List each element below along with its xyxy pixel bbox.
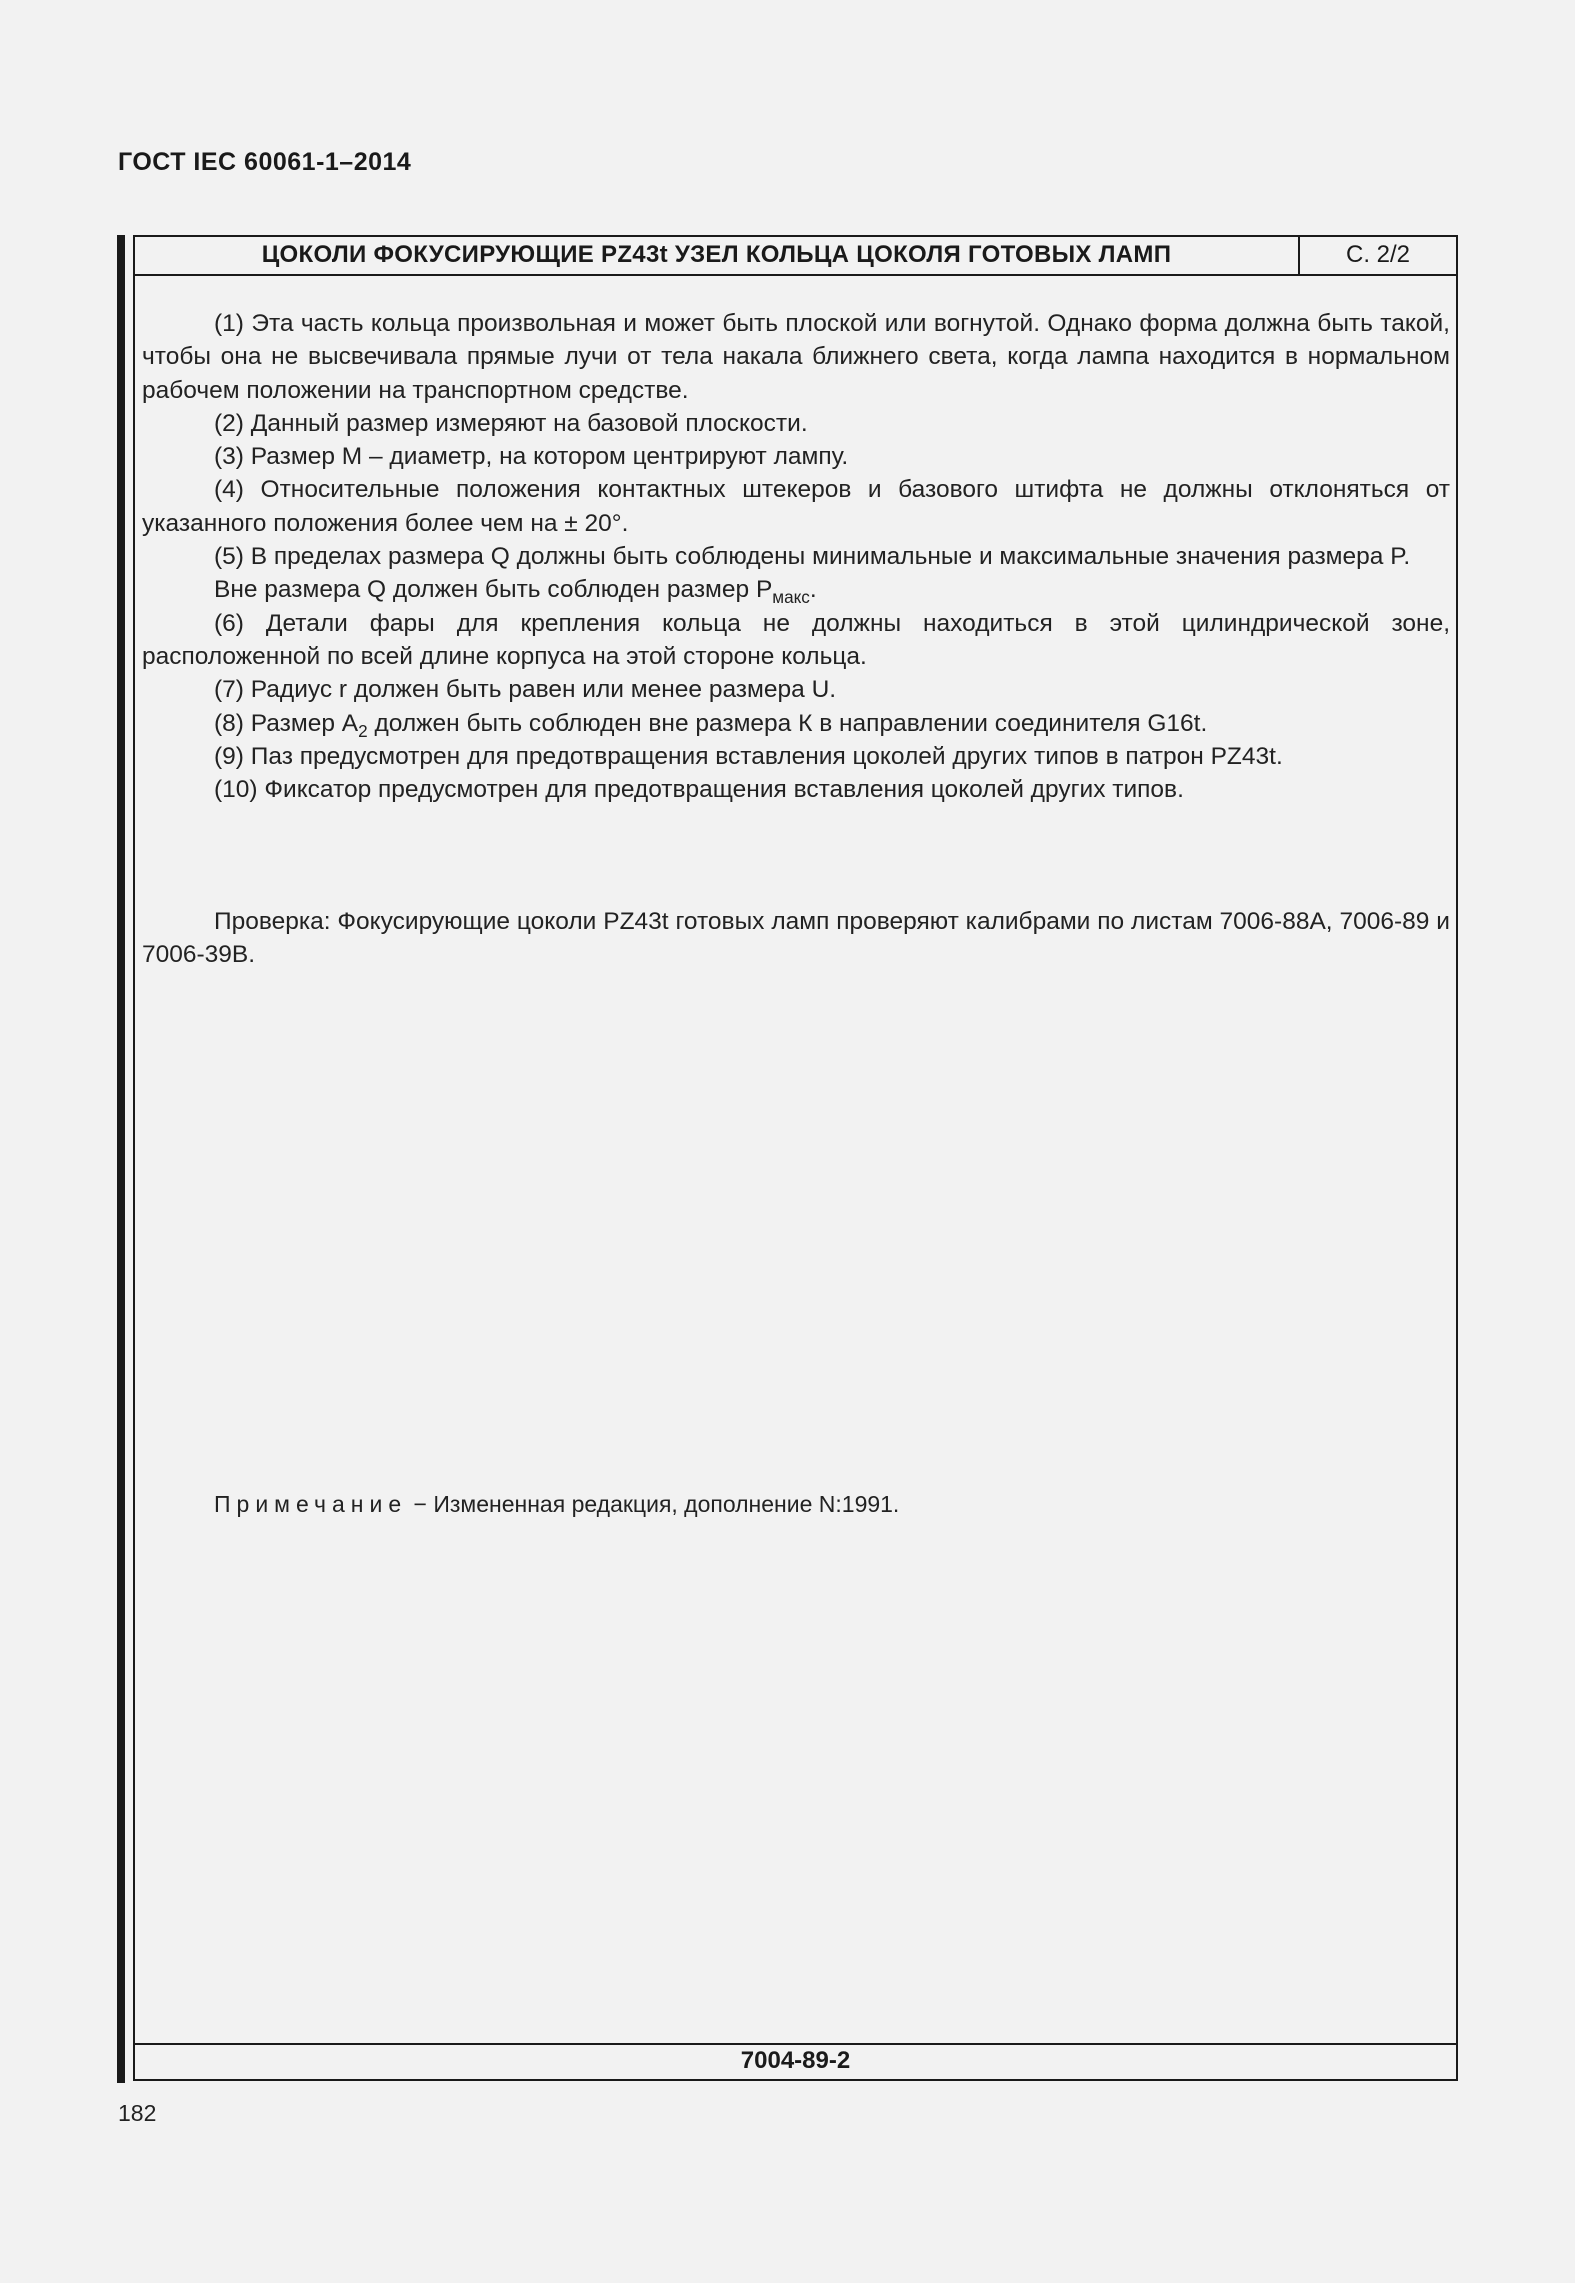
- note-8-after: должен быть соблюден вне размера К в направлении соединителя G16t.: [367, 709, 1208, 737]
- sheet-frame: [133, 235, 1458, 2081]
- note-5b-subscript: макс: [772, 587, 810, 608]
- remark-label: Примечание: [214, 1491, 408, 1517]
- note-4: (4) Относительные положения контактных штекеров и базового штифта не должны отклоняться от указанного положения более чем на ± 20°.: [142, 476, 1450, 537]
- sheet-title: ЦОКОЛИ ФОКУСИРУЮЩИЕ PZ43t УЗЕЛ КОЛЬЦА ЦОКОЛЯ ГОТОВЫХ ЛАМП: [135, 237, 1300, 274]
- remark-text: − Измененная редакция, дополнение N:1991.: [407, 1491, 900, 1517]
- note-7: (7) Радиус r должен быть равен или менее размера U.: [214, 676, 837, 704]
- check-text: Проверка: Фокусирующие цоколи PZ43t готовых ламп проверяют калибрами по листам 7006-88A, 7006-89 и 7006-39B.: [142, 908, 1450, 969]
- remark: [214, 1489, 899, 1519]
- note-8-before: (8) Размер A: [214, 709, 359, 737]
- note-2: (2) Данный размер измеряют на базовой плоскости.: [214, 409, 808, 437]
- note-9: (9) Паз предусмотрен для предотвращения вставления цоколей других типов в патрон PZ43t.: [214, 742, 1283, 770]
- check-block: [142, 905, 1450, 972]
- document-header: ГОСТ IEC 60061-1–2014: [118, 148, 412, 176]
- left-margin-bar: [117, 235, 125, 2083]
- note-8: [142, 707, 1450, 740]
- note-6: (6) Детали фары для крепления кольца не должны находиться в этой цилиндрической зоне, расположенной по всей длине корпуса на этой стороне кольца.: [142, 609, 1450, 670]
- sheet-page-label: С. 2/2: [1345, 241, 1411, 268]
- title-row: [135, 237, 1456, 276]
- note-5-continuation: [142, 573, 1450, 606]
- note-3: (3) Размер М – диаметр, на котором центрируют лампу.: [214, 443, 849, 471]
- notes-block: [142, 307, 1450, 806]
- note-8-subscript: 2: [358, 720, 368, 741]
- note-5: (5) В пределах размера Q должны быть соблюдены минимальные и максимальные значения размера P.: [214, 543, 1411, 571]
- sheet-number: 7004-89-2: [135, 2043, 1456, 2079]
- note-5b-text: Вне размера Q должен быть соблюден размер P: [214, 576, 773, 604]
- note-1: (1) Эта часть кольца произвольная и может быть плоской или вогнутой. Однако форма должна быть такой, чтобы она не высвечивала прямые лучи от тела накала ближнего света, когда лампа находится в нормальном рабочем положении на транспортном средстве.: [142, 310, 1450, 404]
- note-5b-end: .: [809, 576, 817, 604]
- note-10: (10) Фиксатор предусмотрен для предотвращения вставления цоколей других типов.: [214, 776, 1184, 804]
- page-number: 182: [118, 2100, 157, 2126]
